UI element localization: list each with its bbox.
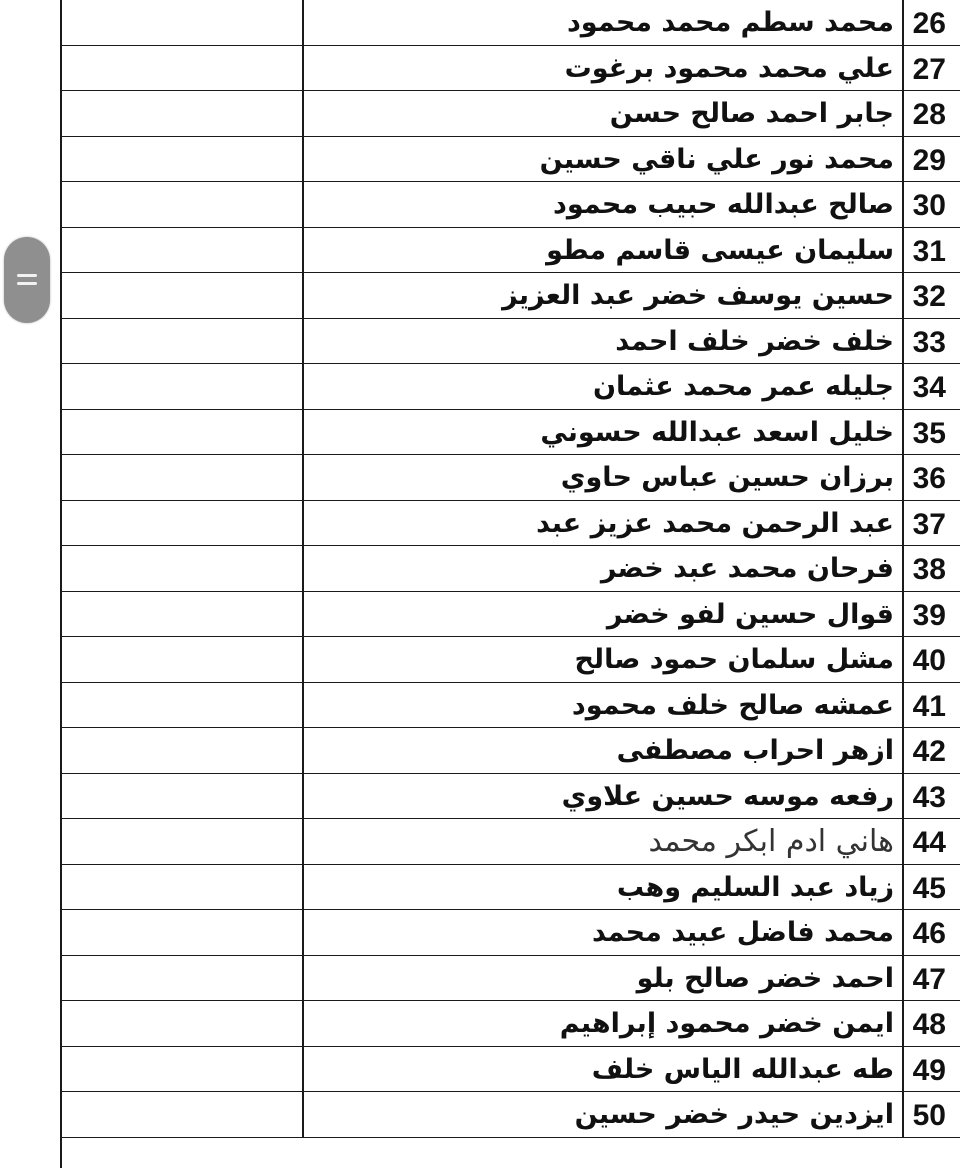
empty-cell[interactable] — [62, 592, 304, 637]
empty-cell[interactable] — [62, 228, 304, 273]
name-cell[interactable]: احمد خضر صالح بلو — [304, 956, 904, 1001]
empty-cell[interactable] — [62, 546, 304, 591]
table-row[interactable] — [62, 319, 960, 365]
number-cell[interactable]: 39 — [912, 598, 946, 632]
name-cell[interactable]: فرحان محمد عبد خضر — [304, 546, 904, 591]
number-cell[interactable]: 49 — [912, 1053, 946, 1087]
number-cell[interactable]: 35 — [912, 416, 946, 450]
table-row[interactable] — [62, 137, 960, 183]
number-cell[interactable]: 47 — [912, 962, 946, 996]
table-row[interactable] — [62, 1092, 960, 1138]
table-row[interactable] — [62, 1001, 960, 1047]
table-row[interactable] — [62, 1047, 960, 1093]
table-row[interactable] — [62, 182, 960, 228]
name-cell[interactable]: ازهر احراب مصطفى — [304, 728, 904, 773]
name-cell[interactable]: صالح عبدالله حبيب محمود — [304, 182, 904, 227]
empty-cell[interactable] — [62, 410, 304, 455]
number-cell[interactable]: 29 — [912, 143, 946, 177]
name-cell[interactable]: ايمن خضر محمود إبراهيم — [304, 1001, 904, 1046]
name-cell[interactable]: محمد نور علي ناقي حسين — [304, 137, 904, 182]
empty-cell[interactable] — [62, 273, 304, 318]
empty-cell[interactable] — [62, 728, 304, 773]
table-row[interactable] — [62, 364, 960, 410]
table-row[interactable] — [62, 910, 960, 956]
number-cell[interactable]: 34 — [912, 371, 946, 404]
table-row[interactable] — [62, 956, 960, 1002]
drag-handle-icon[interactable] — [4, 237, 50, 323]
number-cell[interactable]: 37 — [912, 507, 946, 541]
name-cell[interactable]: جابر احمد صالح حسن — [304, 91, 904, 136]
empty-cell[interactable] — [62, 1092, 304, 1137]
number-cell[interactable]: 28 — [912, 98, 946, 131]
number-cell[interactable]: 48 — [912, 1008, 946, 1041]
number-cell[interactable]: 44 — [912, 826, 946, 859]
name-cell[interactable]: ايزدين حيدر خضر حسين — [304, 1092, 904, 1137]
number-cell[interactable]: 46 — [912, 917, 946, 950]
handle-line — [17, 274, 37, 277]
table-row[interactable] — [62, 592, 960, 638]
empty-cell[interactable] — [62, 137, 304, 182]
name-cell[interactable]: طه عبدالله الياس خلف — [304, 1047, 904, 1092]
empty-cell[interactable] — [62, 455, 304, 500]
number-cell[interactable]: 30 — [912, 189, 946, 222]
table-row[interactable] — [62, 0, 960, 46]
empty-cell[interactable] — [62, 319, 304, 364]
name-cell[interactable]: هاني ادم ابكر محمد — [304, 819, 904, 864]
table-row[interactable] — [62, 501, 960, 547]
table-row[interactable] — [62, 455, 960, 501]
empty-cell[interactable] — [62, 637, 304, 682]
name-cell[interactable]: عمشه صالح خلف محمود — [304, 683, 904, 728]
number-cell[interactable]: 27 — [912, 52, 946, 86]
number-cell[interactable]: 40 — [912, 644, 946, 677]
number-cell[interactable]: 38 — [912, 553, 946, 586]
table-row[interactable] — [62, 683, 960, 729]
name-cell[interactable]: سليمان عيسى قاسم مطو — [304, 228, 904, 273]
empty-cell[interactable] — [62, 910, 304, 955]
empty-cell[interactable] — [62, 865, 304, 910]
table-row[interactable] — [62, 819, 960, 865]
table-row[interactable] — [62, 728, 960, 774]
number-cell[interactable]: 43 — [912, 780, 946, 814]
name-cell[interactable]: جليله عمر محمد عثمان — [304, 364, 904, 409]
name-cell[interactable]: مشل سلمان حمود صالح — [304, 637, 904, 682]
name-cell[interactable]: خليل اسعد عبدالله حسوني — [304, 410, 904, 455]
number-cell[interactable]: 50 — [912, 1099, 946, 1132]
name-cell[interactable]: حسين يوسف خضر عبد العزيز — [304, 273, 904, 318]
table-row[interactable] — [62, 46, 960, 92]
number-cell[interactable]: 26 — [912, 7, 946, 40]
name-cell[interactable]: محمد فاضل عبيد محمد — [304, 910, 904, 955]
table-body — [62, 0, 960, 1138]
empty-cell[interactable] — [62, 364, 304, 409]
table-row[interactable] — [62, 546, 960, 592]
name-cell[interactable]: عبد الرحمن محمد عزيز عبد — [304, 501, 904, 546]
empty-cell[interactable] — [62, 501, 304, 546]
table-row[interactable] — [62, 865, 960, 911]
name-cell[interactable]: رفعه موسه حسين علاوي — [304, 774, 904, 819]
empty-cell[interactable] — [62, 91, 304, 136]
empty-cell[interactable] — [62, 46, 304, 91]
number-cell[interactable]: 41 — [912, 689, 946, 723]
empty-cell[interactable] — [62, 1001, 304, 1046]
spreadsheet-table — [60, 0, 960, 1168]
empty-cell[interactable] — [62, 0, 304, 45]
empty-cell[interactable] — [62, 683, 304, 728]
table-row[interactable] — [62, 637, 960, 683]
number-cell[interactable]: 33 — [912, 325, 946, 359]
name-cell[interactable]: محمد سطم محمد محمود — [304, 0, 904, 45]
number-cell[interactable]: 36 — [912, 462, 946, 495]
empty-cell[interactable] — [62, 819, 304, 864]
empty-cell[interactable] — [62, 182, 304, 227]
table-row[interactable] — [62, 273, 960, 319]
empty-cell[interactable] — [62, 1047, 304, 1092]
table-row[interactable] — [62, 410, 960, 456]
handle-line — [17, 282, 37, 285]
number-cell[interactable]: 32 — [912, 280, 946, 313]
name-cell[interactable]: برزان حسين عباس حاوي — [304, 455, 904, 500]
name-cell[interactable]: زياد عبد السليم وهب — [304, 865, 904, 910]
number-cell[interactable]: 42 — [912, 735, 946, 768]
number-cell[interactable]: 45 — [912, 871, 946, 905]
number-cell[interactable]: 31 — [912, 234, 946, 268]
name-cell[interactable]: علي محمد محمود برغوت — [304, 46, 904, 91]
empty-cell[interactable] — [62, 774, 304, 819]
table-row[interactable] — [62, 91, 960, 137]
table-row[interactable] — [62, 228, 960, 274]
empty-cell[interactable] — [62, 956, 304, 1001]
table-row[interactable] — [62, 774, 960, 820]
name-cell[interactable]: خلف خضر خلف احمد — [304, 319, 904, 364]
name-cell[interactable]: قوال حسين لفو خضر — [304, 592, 904, 637]
